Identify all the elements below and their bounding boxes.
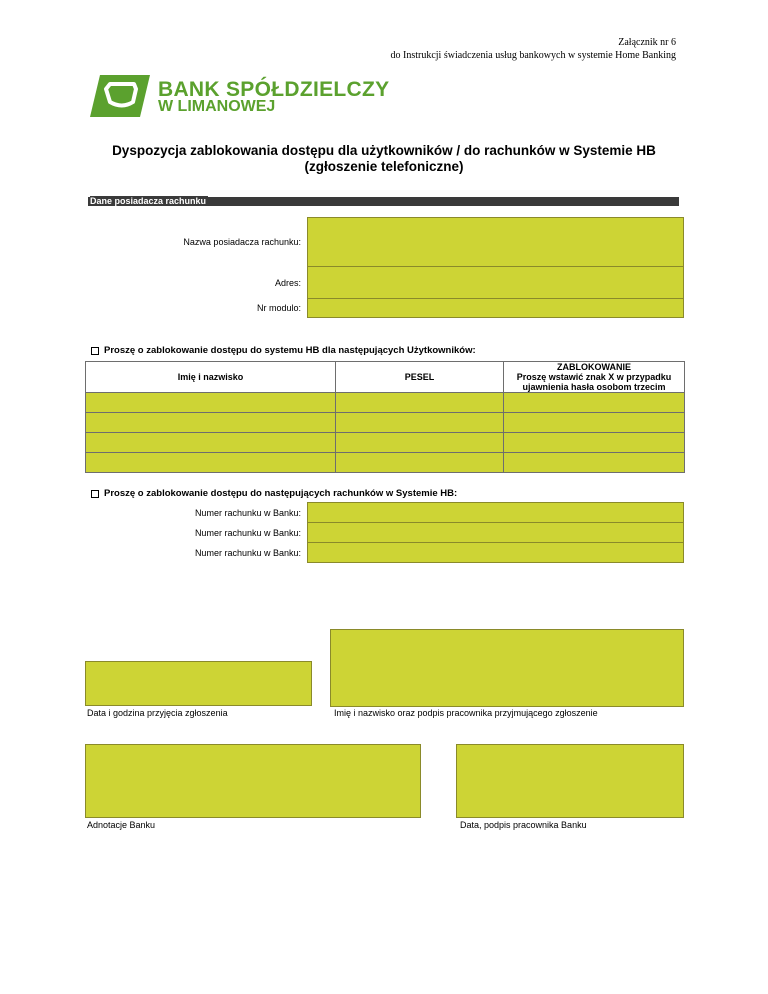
- table-row: [86, 433, 685, 453]
- block-users-checkbox[interactable]: [91, 347, 99, 355]
- user-pesel-field[interactable]: [336, 433, 504, 453]
- block-accounts-label: Proszę o zablokowanie dostępu do następujących rachunków w Systemie HB:: [104, 488, 458, 499]
- bank-notes-label: Adnotacje Banku: [87, 820, 156, 830]
- block-users-label: Proszę o zablokowanie dostępu do systemu HB dla następujących Użytkowników:: [104, 345, 476, 356]
- user-pesel-field[interactable]: [336, 453, 504, 473]
- employee-signature-field[interactable]: [330, 629, 684, 707]
- date-signature-field[interactable]: [456, 744, 684, 818]
- employee-signature-label: Imię i nazwisko oraz podpis pracownika przyjmującego zgłoszenie: [334, 708, 598, 718]
- user-block-field[interactable]: [504, 413, 685, 433]
- account-number-field[interactable]: [307, 502, 684, 523]
- date-time-field[interactable]: [85, 661, 312, 706]
- page-title: Dyspozycja zablokowania dostępu dla użytkowników / do rachunków w Systemie HB: [112, 143, 656, 158]
- users-table-header: [86, 362, 685, 393]
- table-row: [86, 413, 685, 433]
- account-number-field[interactable]: [307, 522, 684, 543]
- module-number-label: Nr modulo:: [256, 303, 301, 313]
- col-header-block-title: ZABLOKOWANIE: [557, 362, 631, 372]
- col-header-block-instruction: Proszę wstawić znak X w przypadku: [516, 372, 672, 382]
- user-block-field[interactable]: [504, 393, 685, 413]
- user-block-field[interactable]: [504, 433, 685, 453]
- users-table: [85, 361, 685, 473]
- logo-text-city: W LIMANOWEJ: [158, 98, 276, 115]
- col-header-block-instruction-2: ujawnienia hasła osobom trzecim: [522, 382, 666, 392]
- bank-logo-icon: [90, 75, 150, 117]
- owner-address-field[interactable]: [307, 266, 684, 299]
- module-number-field[interactable]: [307, 298, 684, 318]
- user-name-field[interactable]: [86, 413, 336, 433]
- attachment-number: Załącznik nr 6: [618, 37, 676, 48]
- account-number-label: Numer rachunku w Banku:: [194, 528, 301, 538]
- col-header-pesel: PESEL: [336, 362, 504, 393]
- account-number-field[interactable]: [307, 542, 684, 563]
- col-header-name: Imię i nazwisko: [86, 362, 336, 393]
- date-signature-label: Data, podpis pracownika Banku: [460, 820, 587, 830]
- owner-name-field[interactable]: [307, 217, 684, 267]
- user-name-field[interactable]: [86, 433, 336, 453]
- date-time-label: Data i godzina przyjęcia zgłoszenia: [87, 708, 228, 718]
- table-row: [86, 453, 685, 473]
- owner-address-label: Adres:: [274, 278, 301, 288]
- account-number-label: Numer rachunku w Banku:: [194, 508, 301, 518]
- bank-notes-field[interactable]: [85, 744, 421, 818]
- col-header-block: [504, 362, 685, 393]
- page-subtitle: (zgłoszenie telefoniczne): [304, 159, 464, 174]
- user-name-field[interactable]: [86, 453, 336, 473]
- logo-text-bank: BANK SPÓŁDZIELCZY: [158, 78, 390, 101]
- section-owner-heading: Dane posiadacza rachunku: [90, 196, 207, 206]
- table-row: [86, 393, 685, 413]
- user-pesel-field[interactable]: [336, 413, 504, 433]
- user-pesel-field[interactable]: [336, 393, 504, 413]
- block-accounts-checkbox[interactable]: [91, 490, 99, 498]
- account-number-label: Numer rachunku w Banku:: [194, 548, 301, 558]
- owner-name-label: Nazwa posiadacza rachunku:: [183, 237, 301, 247]
- user-block-field[interactable]: [504, 453, 685, 473]
- user-name-field[interactable]: [86, 393, 336, 413]
- attachment-description: do Instrukcji świadczenia usług bankowych w systemie Home Banking: [390, 50, 676, 61]
- section-owner-bar: [88, 197, 679, 206]
